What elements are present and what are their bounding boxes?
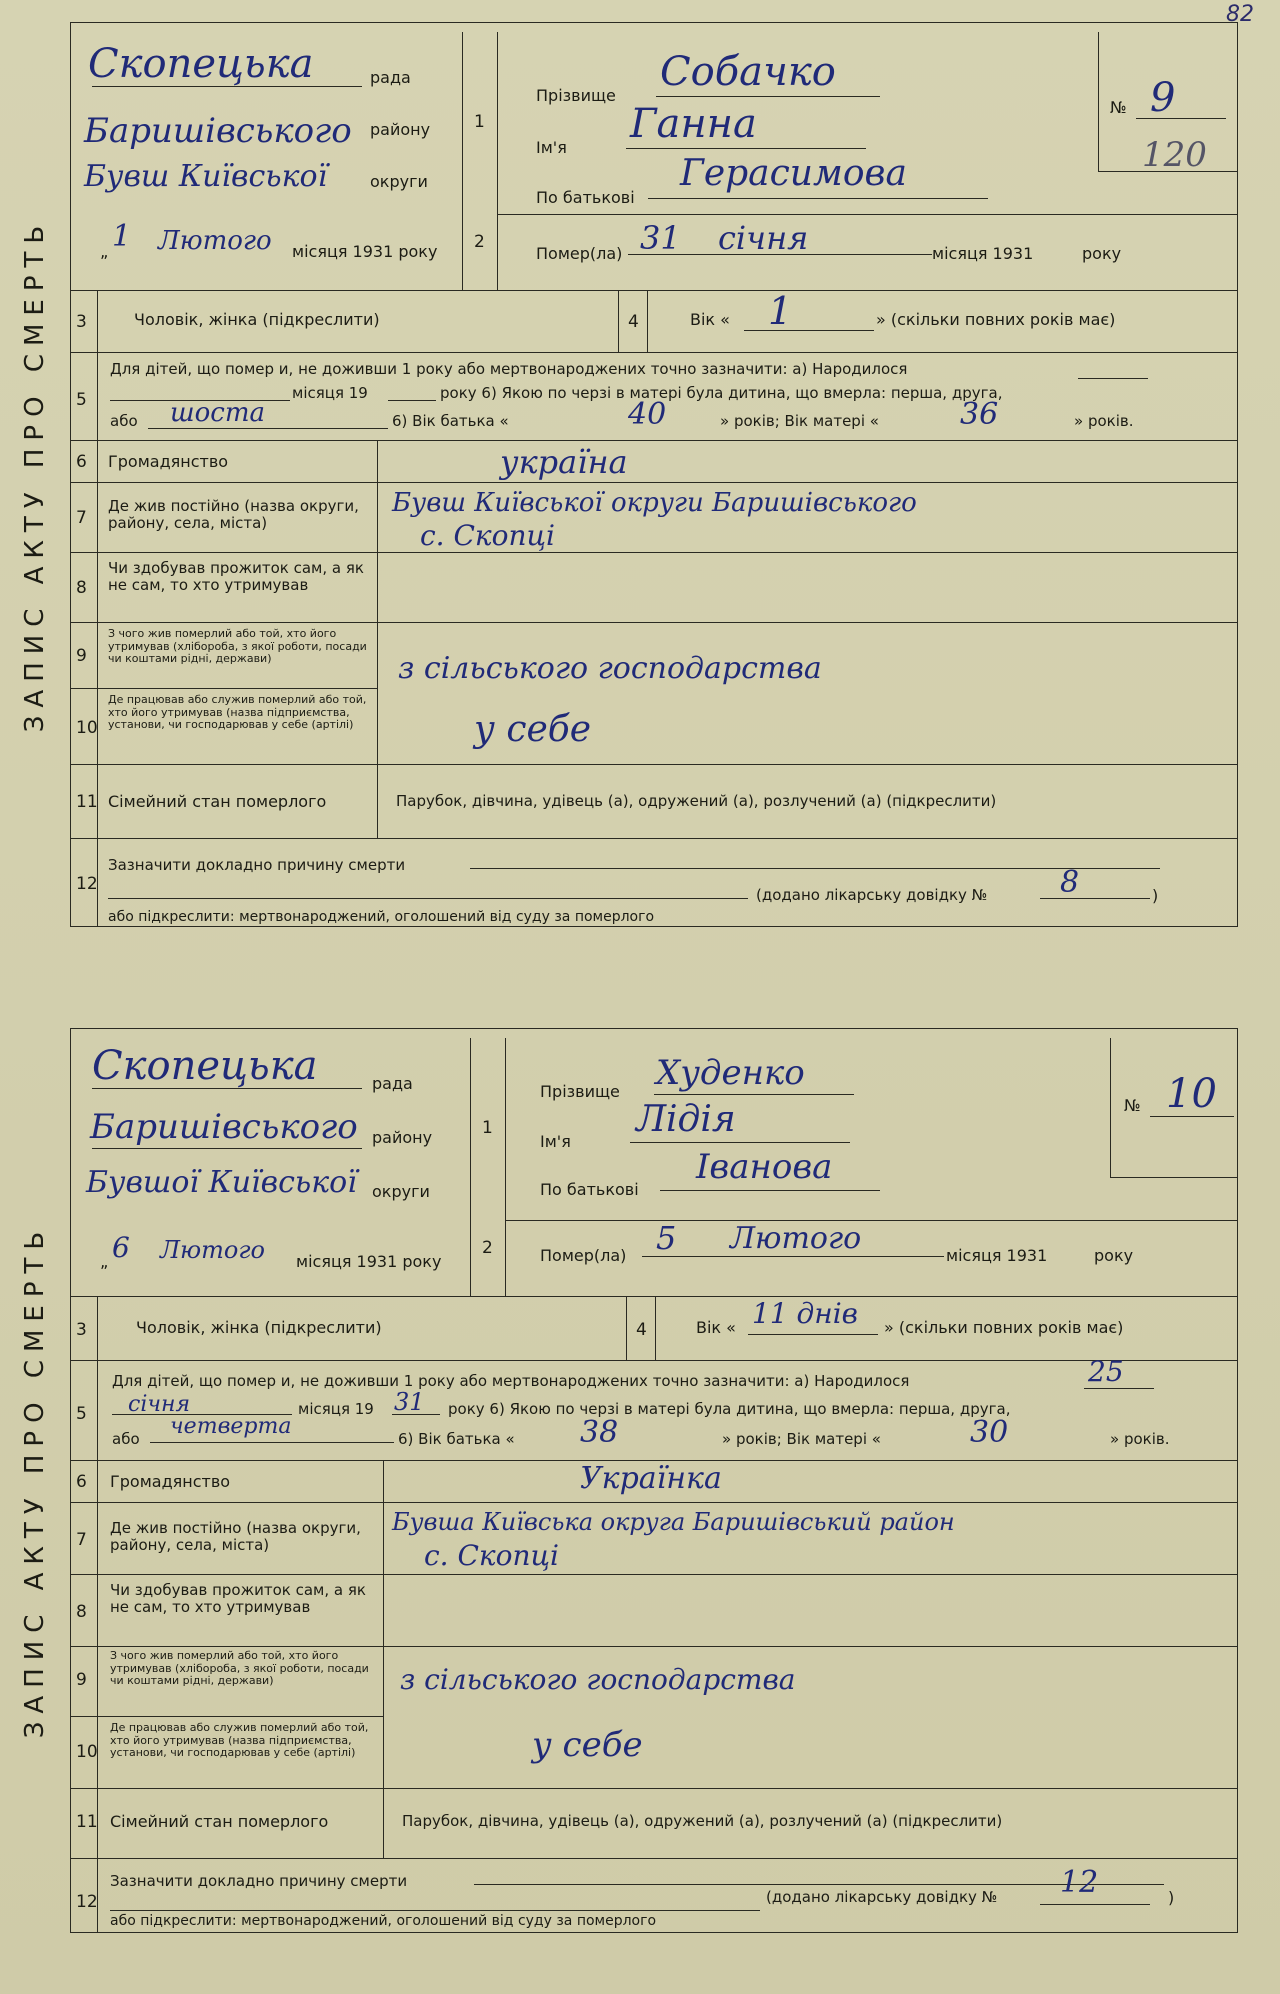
row-number: 4	[636, 1320, 647, 1340]
okruha-value: Бувшої Київської	[86, 1165, 357, 1200]
divider	[506, 1220, 1238, 1221]
citizenship-value: україна	[500, 443, 628, 481]
divider	[70, 552, 1238, 553]
divider	[70, 838, 1238, 839]
label-imia: Ім'я	[540, 1132, 571, 1151]
label-nomer: №	[1124, 1096, 1141, 1115]
row-number: 6	[76, 1472, 87, 1492]
certificate-number: 12	[1060, 1865, 1099, 1900]
reg-month: Лютого	[160, 1236, 265, 1264]
birth-year-suffix: 31	[394, 1388, 425, 1416]
record-number-extra: 120	[1142, 135, 1207, 175]
label-roku: року	[1094, 1246, 1134, 1265]
birth-order: четверта	[170, 1414, 292, 1439]
row-number: 2	[482, 1238, 493, 1258]
label-cholovik: Чоловік, жінка (підкреслити)	[136, 1318, 382, 1337]
label-raionu: району	[372, 1128, 433, 1147]
label-prychyna: Зазначити докладно причину смерти	[108, 856, 406, 874]
label-de-zhyv: Де жив постійно (назва округи, району, села, міста)	[108, 497, 359, 533]
label-roku: року	[1082, 244, 1122, 263]
label-vik: Вік «	[696, 1318, 736, 1337]
label-vik-suffix: » (скільки повних років має)	[884, 1318, 1124, 1337]
record-number: 10	[1166, 1071, 1217, 1117]
income-source: з сільського господарства	[400, 1663, 796, 1696]
divider	[70, 1574, 1238, 1575]
row-number: 1	[474, 112, 485, 132]
label-z-choho: З чого жив померлий або той, хто його утримував (хлібороба, з якої роботи, посади чи коштами рідні, держави)	[110, 1649, 369, 1688]
label-pomer: Помер(ла)	[536, 244, 623, 263]
name-value: Ганна	[630, 101, 757, 147]
row-number: 1	[482, 1118, 493, 1138]
label-imia: Ім'я	[536, 138, 567, 157]
divider	[70, 1646, 1238, 1647]
death-record-1	[0, 22, 1240, 927]
divider	[70, 688, 378, 689]
residence-1: Бувш Київської округи Баришівського	[392, 488, 917, 518]
record-number: 9	[1150, 75, 1176, 121]
page-number: 82	[1226, 2, 1254, 27]
row-number: 8	[76, 578, 87, 598]
residence-2: с. Скопці	[424, 1539, 560, 1572]
mother-age: 30	[970, 1415, 1009, 1450]
patronymic-value: Іванова	[696, 1147, 833, 1187]
council-value: Скопецька	[92, 1043, 318, 1089]
row-number: 6	[76, 452, 87, 472]
quote-open: „	[100, 242, 109, 261]
label-z-choho: З чого жив померлий або той, хто його утримував (хлібороба, з якої роботи, посади чи коштами рідні, держави)	[108, 627, 367, 666]
label-row5-line1: Для дітей, що помер и, не доживши 1 року або мертвонароджених точно зазначити: а) Народилося	[112, 1372, 910, 1390]
birth-order: шоста	[170, 398, 265, 428]
label-po-batkovi: По батькові	[536, 188, 635, 207]
label-row5-vik-batka: 6) Вік батька «	[398, 1430, 515, 1448]
divider	[70, 482, 1238, 483]
label-misiatsia-roku: місяця 1931 року	[296, 1252, 442, 1271]
age-value: 1	[768, 289, 793, 333]
row-number: 10	[76, 1742, 98, 1762]
death-day: 5	[656, 1219, 677, 1257]
divider	[70, 1858, 1238, 1859]
side-title: ЗАПИС АКТУ ПРО СМЕРТЬ	[20, 217, 50, 732]
label-okruhy: округи	[372, 1182, 430, 1201]
divider	[70, 622, 1238, 623]
divider	[70, 1788, 1238, 1789]
council-value: Скопецька	[88, 41, 314, 87]
label-abo-pidkreslyty: або підкреслити: мертвонароджений, оголошений від суду за померлого	[110, 1913, 657, 1929]
divider	[70, 764, 1238, 765]
label-cholovik: Чоловік, жінка (підкреслити)	[134, 310, 380, 329]
row-number: 3	[76, 312, 87, 332]
label-row5-rokiv: » років.	[1074, 412, 1134, 430]
row-number: 7	[76, 508, 87, 528]
father-age: 38	[580, 1415, 619, 1450]
label-prizvyshche: Прізвище	[540, 1082, 620, 1101]
label-de-pratsiuvav: Де працював або служив померлий або той, хто його утримував (назва підприємства, установи, чи господарював у себе (артілі)	[108, 693, 367, 732]
row-number: 9	[76, 1670, 87, 1690]
district-value: Баришівського	[90, 1107, 358, 1147]
label-row5-abo: або	[110, 412, 138, 430]
label-de-pratsiuvav: Де працював або служив померлий або той, хто його утримував (назва підприємства, установи, чи господарював у себе (артілі)	[110, 1721, 369, 1760]
income-source: з сільського господарства	[398, 651, 822, 686]
reg-day: 6	[112, 1231, 130, 1264]
label-nomer: №	[1110, 98, 1127, 117]
label-misiatsia-roku: місяця 1931 року	[292, 242, 438, 261]
row-number: 11	[76, 792, 98, 812]
closing-paren: )	[1152, 886, 1159, 905]
born-month: січня	[128, 1392, 191, 1417]
district-value: Баришівського	[84, 111, 352, 151]
death-record-2	[0, 1028, 1240, 1933]
mother-age: 36	[960, 397, 999, 432]
label-row5-mis19: місяця 19	[298, 1400, 374, 1418]
reg-month: Лютого	[158, 226, 272, 256]
label-prychyna: Зазначити докладно причину смерти	[110, 1872, 408, 1890]
citizenship-value: Українка	[580, 1461, 722, 1496]
divider	[70, 290, 1238, 291]
label-hromadianstvo: Громадянство	[110, 1472, 231, 1491]
col-left-numbers	[70, 290, 98, 927]
label-okruhy: округи	[370, 172, 428, 191]
row-number: 7	[76, 1530, 87, 1550]
row-number: 8	[76, 1602, 87, 1622]
label-de-zhyv: Де жив постійно (назва округи, району, села, міста)	[110, 1519, 361, 1555]
row-number: 4	[628, 312, 639, 332]
label-vik-suffix: » (скільки повних років має)	[876, 310, 1116, 329]
workplace-value: у себе	[474, 709, 592, 750]
label-row5-vik-batka: 6) Вік батька «	[392, 412, 509, 430]
label-row5-roku: року 6) Якою по черзі в матері була дитина, що вмерла: перша, друга,	[440, 384, 1003, 402]
divider	[70, 1360, 1238, 1361]
row-number: 3	[76, 1320, 87, 1340]
label-simeinyi-stan: Сімейний стан померлого	[110, 1812, 329, 1831]
reg-day: 1	[112, 219, 132, 254]
certificate-number: 8	[1060, 865, 1080, 900]
divider	[498, 214, 1238, 215]
label-rada: рада	[370, 68, 411, 87]
death-month: січня	[718, 219, 809, 257]
patronymic-value: Герасимова	[680, 153, 907, 194]
marital-options: Парубок, дівчина, удівець (а), одружений (а), розлучений (а) (підкреслити)	[402, 1812, 1003, 1830]
name-value: Лідія	[636, 1099, 736, 1140]
death-day: 31	[640, 219, 681, 257]
label-chy-zdobuvav: Чи здобував прожиток сам, а як не сам, то хто утримував	[108, 559, 364, 595]
label-raionu: району	[370, 120, 431, 139]
label-row5-line1: Для дітей, що помер и, не доживши 1 року або мертвонароджених точно зазначити: а) Народилося	[110, 360, 908, 378]
divider	[70, 1716, 384, 1717]
residence-2: с. Скопці	[420, 519, 556, 552]
surname-value: Худенко	[656, 1053, 805, 1093]
label-misiatsia-19: місяця 1931	[932, 244, 1034, 263]
label-abo-pidkreslyty: або підкреслити: мертвонароджений, оголошений від суду за померлого	[108, 909, 655, 925]
label-pomer: Помер(ла)	[540, 1246, 627, 1265]
quote-open: „	[100, 1252, 109, 1271]
age-value: 11 днів	[752, 1297, 858, 1330]
label-row5-mis19: місяця 19	[292, 384, 368, 402]
surname-value: Собачко	[660, 49, 836, 95]
residence-1: Бувша Київська округа Баришівський район	[392, 1508, 955, 1536]
divider	[70, 352, 1238, 353]
closing-paren: )	[1168, 1888, 1175, 1907]
row-number: 12	[76, 1892, 98, 1912]
okruha-value: Бувш Київської	[84, 159, 328, 194]
label-vik: Вік «	[690, 310, 730, 329]
workplace-value: у себе	[532, 1725, 643, 1765]
label-row5-roku: року 6) Якою по черзі в матері була дитина, що вмерла: перша, друга,	[448, 1400, 1011, 1418]
father-age: 40	[628, 397, 667, 432]
born-day: 25	[1088, 1355, 1124, 1388]
label-hromadianstvo: Громадянство	[108, 452, 229, 471]
label-simeinyi-stan: Сімейний стан померлого	[108, 792, 327, 811]
row-number: 9	[76, 646, 87, 666]
label-row5-abo: або	[112, 1430, 140, 1448]
divider	[70, 1502, 1238, 1503]
label-rada: рада	[372, 1074, 413, 1093]
label-dovidka: (додано лікарську довідку №	[756, 886, 988, 904]
row-number: 5	[76, 390, 87, 410]
label-row5-rokiv-vik-materi: » років; Вік матері «	[722, 1430, 881, 1448]
row-number: 5	[76, 1404, 87, 1424]
row-number: 2	[474, 232, 485, 252]
death-month: Лютого	[730, 1221, 862, 1256]
row-number: 12	[76, 874, 98, 894]
label-dovidka: (додано лікарську довідку №	[766, 1888, 998, 1906]
label-row5-rokiv: » років.	[1110, 1430, 1170, 1448]
row-number: 11	[76, 1812, 98, 1832]
label-misiatsia-19: місяця 1931	[946, 1246, 1048, 1265]
side-title: ЗАПИС АКТУ ПРО СМЕРТЬ	[20, 1223, 50, 1738]
row-number: 10	[76, 718, 98, 738]
label-chy-zdobuvav: Чи здобував прожиток сам, а як не сам, то хто утримував	[110, 1581, 366, 1617]
label-po-batkovi: По батькові	[540, 1180, 639, 1199]
marital-options: Парубок, дівчина, удівець (а), одружений (а), розлучений (а) (підкреслити)	[396, 792, 997, 810]
label-prizvyshche: Прізвище	[536, 86, 616, 105]
label-row5-rokiv-vik-materi: » років; Вік матері «	[720, 412, 879, 430]
